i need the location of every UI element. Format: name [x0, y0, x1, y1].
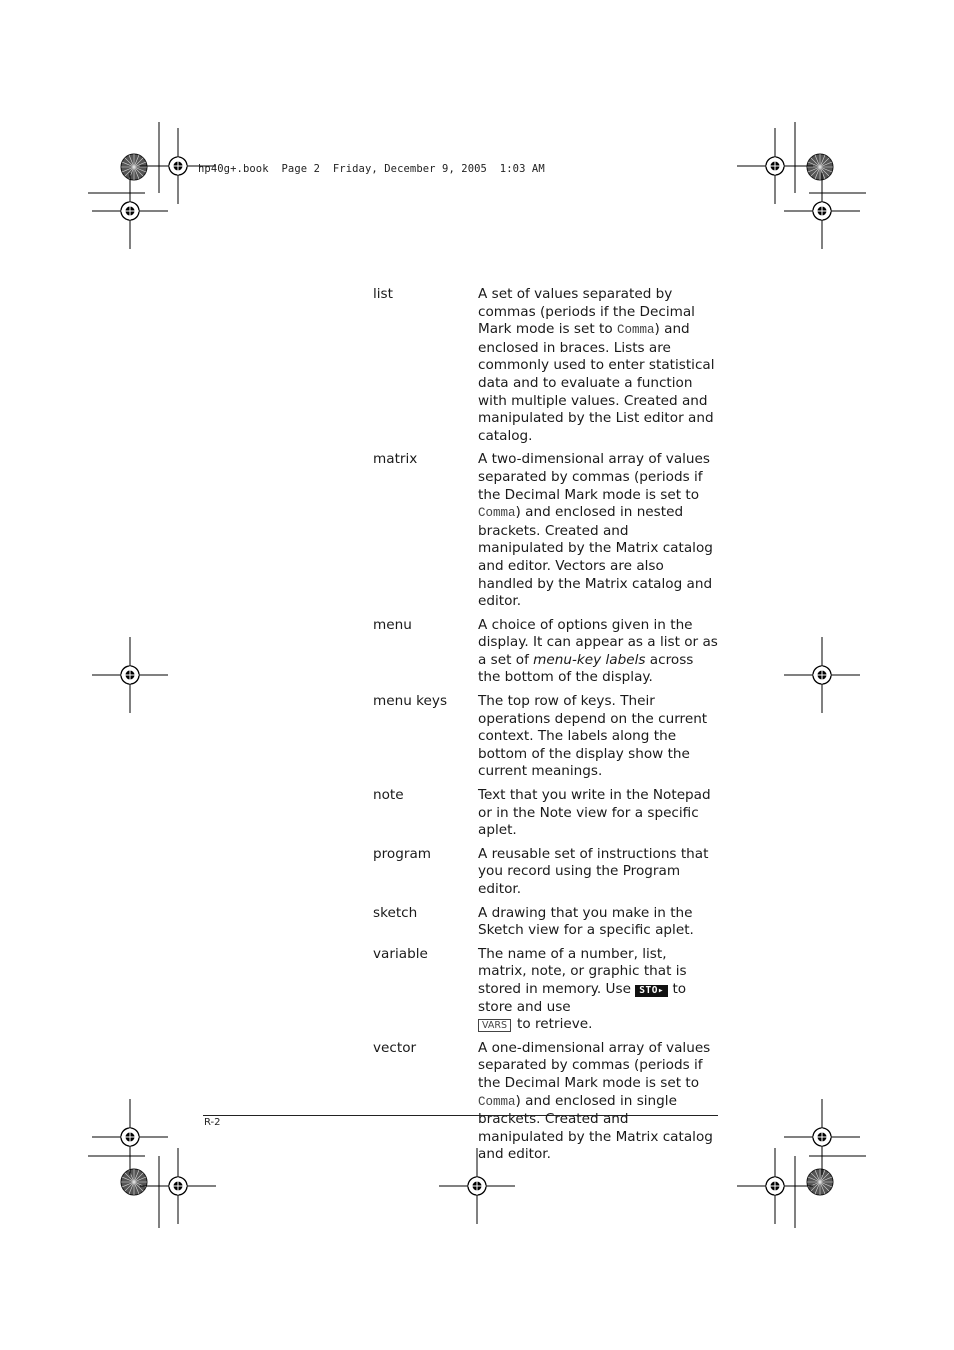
code-text: Comma [616, 323, 655, 338]
definition-text: across the bottom of the display. [478, 651, 694, 686]
glossary-definition: A reusable set of instructions that you record using the Program editor. [478, 845, 709, 897]
glossary-term: list [373, 286, 393, 302]
code-text: Comma [478, 506, 516, 521]
glossary-entry-vector [373, 1040, 718, 1164]
glossary-definition [478, 286, 718, 445]
code-text: Comma [478, 1094, 516, 1109]
glossary-term: variable [373, 945, 428, 962]
definition-text: ) and enclosed in braces. Lists are commonly used to enter statistical data and to evaluate a function with multiple values. Created and manipulated by the List editor and catalog. [478, 321, 715, 444]
definition-text: The name of a number, list, matrix, note, or graphic that is stored in memory. Use [478, 945, 687, 997]
emphasis-text: menu-key labels [533, 651, 646, 668]
glossary-entry-menu-keys [373, 693, 718, 781]
glossary-definition [478, 946, 718, 1034]
glossary-entry-note [373, 787, 718, 840]
glossary-definition [478, 617, 718, 687]
glossary-term: note [373, 787, 404, 804]
vars-key-icon: VARS [478, 1019, 511, 1032]
glossary-entry-sketch [373, 905, 718, 940]
definition-text: to store and use [478, 980, 687, 1015]
glossary-term: menu keys [373, 693, 448, 710]
definition-text: A two-dimensional array of values separated by commas (periods if the Decimal Mark mode is set to [478, 451, 710, 503]
glossary-term: matrix [373, 451, 418, 468]
glossary-entry-matrix [373, 451, 718, 610]
glossary-entry-menu [373, 617, 718, 687]
glossary-list [373, 286, 718, 1170]
glossary-definition [478, 451, 718, 610]
glossary-definition: A drawing that you make in the Sketch view for a specific aplet. [478, 904, 694, 939]
glossary-term: menu [373, 616, 412, 633]
definition-text: A one-dimensional array of values separated by commas (periods if the Decimal Mark mode is set to [478, 1039, 711, 1091]
definition-text: A set of values separated by commas (periods if the Decimal Mark mode is set to [478, 286, 695, 338]
definition-text: ) and enclosed in nested brackets. Created and manipulated by the Matrix catalog and editor. Vectors are also handled by the Matrix catalog and editor. [478, 504, 713, 610]
definition-text: to retrieve. [517, 1016, 593, 1033]
print-slug: hp40g+.book Page 2 Friday, December 9, 2005 1:03 AM [198, 163, 545, 175]
glossary-definition [478, 1040, 718, 1164]
definition-text: ) and enclosed in single brackets. Created and manipulated by the Matrix catalog and editor. [478, 1092, 713, 1163]
glossary-term: program [373, 845, 432, 862]
glossary-entry-program [373, 846, 718, 899]
glossary-entry-variable [373, 946, 718, 1034]
glossary-definition: Text that you write in the Notepad or in the Note view for a specific aplet. [478, 787, 711, 839]
glossary-definition: The top row of keys. Their operations depend on the current context. The labels along the bottom of the display show the current meanings. [478, 693, 708, 780]
page-number: R-2 [204, 1117, 221, 1128]
sto-key-icon: STO▸ [635, 985, 668, 997]
glossary-term: sketch [373, 904, 418, 921]
glossary-term: vector [373, 1039, 417, 1056]
definition-text: A choice of options given in the display. It can appear as a list or as a set of [478, 616, 718, 668]
glossary-entry-list [373, 286, 718, 445]
footer-rule [203, 1115, 718, 1116]
